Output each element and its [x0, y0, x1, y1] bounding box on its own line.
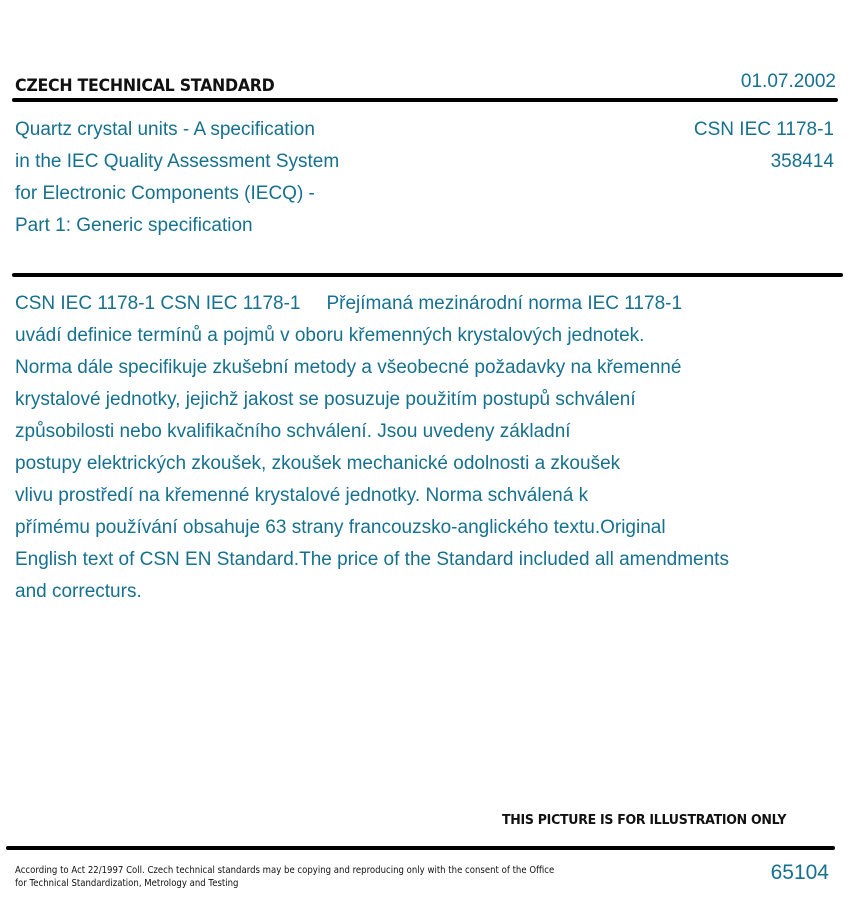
title-line: Part 1: Generic specification	[15, 215, 253, 236]
description-line: krystalové jednotky, jejichž jakost se posuzuje použitím postupů schválení	[15, 389, 636, 410]
document-type-label: CZECH TECHNICAL STANDARD	[15, 76, 275, 96]
description-line: uvádí definice termínů a pojmů v oboru křemenných krystalových jednotek.	[15, 325, 645, 346]
description-line: Norma dále specifikuje zkušební metody a všeobecné požadavky na křemenné	[15, 357, 682, 378]
document-number: 65104	[770, 861, 829, 884]
title-line: Quartz crystal units - A specification	[15, 119, 315, 140]
legal-notice	[15, 864, 554, 890]
standard-code: CSN IEC 1178-1	[693, 119, 834, 140]
title-line: in the IEC Quality Assessment System	[15, 151, 340, 172]
description-line: and correcturs.	[15, 581, 142, 602]
catalog-number: 358414	[770, 151, 834, 172]
description-lead: CSN IEC 1178-1 CSN IEC 1178-1	[15, 293, 301, 314]
legal-line: for Technical Standardization, Metrology and Testing	[15, 878, 239, 889]
header-divider	[12, 98, 838, 102]
illustration-notice: THIS PICTURE IS FOR ILLUSTRATION ONLY	[502, 812, 787, 828]
description-line: vlivu prostředí na křemenné krystalové jednotky. Norma schválená k	[15, 485, 589, 506]
footer-divider	[6, 846, 835, 850]
description-line: CSN IEC 1178-1 CSN IEC 1178-1 Přejímaná mezinárodní norma IEC 1178-1	[15, 293, 683, 314]
description-line: přímému používání obsahuje 63 strany francouzsko-anglického textu.Original	[15, 517, 666, 538]
description-line: způsobilosti nebo kvalifikačního schválení. Jsou uvedeny základní	[15, 421, 571, 442]
standard-identifiers	[694, 114, 834, 178]
publication-date: 01.07.2002	[740, 71, 836, 92]
description-line: postupy elektrických zkoušek, zkoušek mechanické odolnosti a zkoušek	[15, 453, 621, 474]
standard-title	[15, 114, 339, 242]
title-line: for Electronic Components (IECQ) -	[15, 183, 315, 204]
description-line: English text of CSN EN Standard.The price of the Standard included all amendments	[15, 549, 729, 570]
legal-line: According to Act 22/1997 Coll. Czech technical standards may be copying and reproducing only with the consent of the Office	[15, 865, 555, 876]
standard-description	[15, 288, 845, 608]
title-divider	[12, 273, 843, 277]
